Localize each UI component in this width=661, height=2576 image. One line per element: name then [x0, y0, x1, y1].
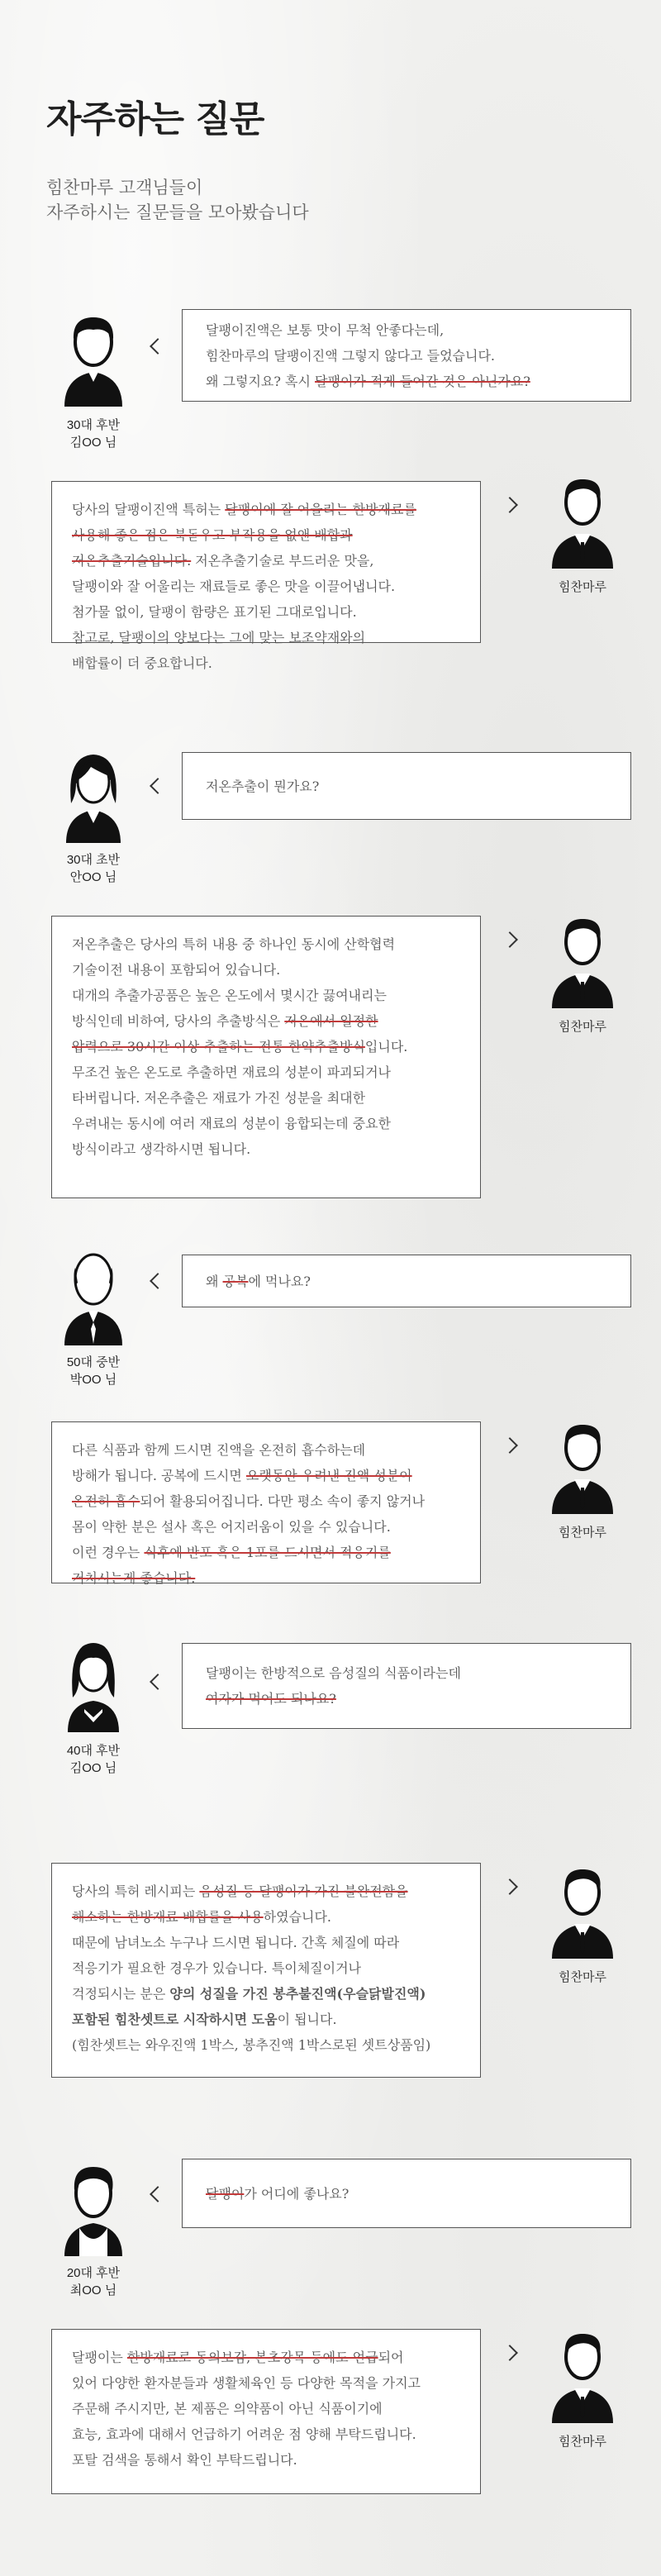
customer-avatar-icon	[48, 307, 139, 407]
answer-line	[72, 1085, 480, 1111]
customer-age: 50대 중반	[66, 1355, 121, 1369]
text-segment: 왜	[206, 1273, 223, 1289]
question-bubble	[182, 2159, 631, 2228]
answer-line	[72, 983, 480, 1008]
answer-line	[72, 1463, 480, 1488]
highlighted-text: 달팽이가 적게 들어간 것은 아닌가요?	[315, 373, 530, 389]
answer-line	[72, 1930, 480, 1955]
text-segment: 참고로, 달팽이의 양보다는 그에 맞는 보조약재와의	[72, 630, 366, 645]
customer-age: 20대 후반	[66, 2266, 121, 2280]
text-segment: 당사의 달팽이진액 특허는	[72, 502, 226, 517]
customer-name-label	[48, 1354, 139, 1388]
text-segment: 적응기가 필요한 경우가 있습니다. 특이체질이거나	[72, 1960, 362, 1976]
answer-line	[72, 2345, 480, 2370]
text-segment: 달팽이는	[72, 2350, 127, 2365]
staff-name-label	[537, 1018, 628, 1036]
text-segment: 저온추출기술로 부드러운 맛을,	[191, 553, 374, 569]
question-line	[206, 1269, 607, 1294]
answer-bubble	[51, 916, 481, 1198]
highlighted-text: 한방재료로 동의보감, 본초강목 등에도 언급	[126, 2350, 378, 2365]
text-segment: (힘찬셋트는 와우진액 1박스, 봉추진액 1박스로된 셋트상품임)	[72, 2037, 431, 2053]
customer-age: 30대 후반	[66, 418, 121, 432]
text-segment: 효능, 효과에 대해서 언급하기 어려운 점 양해 부탁드립니다.	[72, 2426, 416, 2442]
text-segment: 걱정되시는 분은	[72, 1986, 170, 2002]
text-segment: 양의 성질을 가진 봉추불진액(우슬닭발진액)	[169, 1986, 426, 2002]
question-line	[206, 1686, 607, 1712]
answer-line	[72, 1955, 480, 1981]
text-segment: 다른 식품과 함께 드시면 진액을 온전히 흡수하는데	[72, 1442, 366, 1458]
question-line	[206, 317, 607, 343]
staff-name: 힘찬마루	[559, 1526, 606, 1540]
answer-line	[72, 1111, 480, 1136]
answer-line	[72, 522, 480, 548]
answer-line	[72, 497, 480, 522]
answer-line	[72, 2370, 480, 2396]
question-line	[206, 774, 607, 799]
text-segment: 몸이 약한 분은 설사 혹은 어지러움이 있을 수 있습니다.	[72, 1519, 391, 1535]
highlighted-text: 온전히 흡수	[72, 1493, 140, 1509]
answer-line	[72, 548, 480, 574]
text-segment: 왜 그렇지요? 혹시	[206, 373, 316, 389]
answer-bubble	[51, 1421, 481, 1586]
question-line	[206, 369, 607, 394]
highlighted-text: 사용해 좋은 점은 북돋우고 부작용을 없앤 배합과	[72, 527, 353, 543]
answer-line	[72, 1008, 480, 1034]
text-segment: 달팽이와 잘 어울리는 재료들로 좋은 맛을 이끌어냅니다.	[72, 579, 396, 594]
customer-name-label	[48, 2264, 139, 2299]
question-line	[206, 1660, 607, 1686]
answer-line	[72, 1904, 480, 1930]
text-segment: 때문에 남녀노소 누구나 드시면 됩니다. 간혹 체질에 따라	[72, 1935, 400, 1950]
text-segment: 배합률이 더 중요합니다.	[72, 655, 212, 671]
staff-avatar-icon	[537, 1415, 628, 1514]
staff-name: 힘찬마루	[559, 580, 606, 594]
answer-line	[72, 2396, 480, 2421]
staff-name: 힘찬마루	[559, 1020, 606, 1034]
answer-bubble	[51, 481, 481, 671]
answer-line	[72, 931, 480, 957]
question-line	[206, 343, 607, 369]
staff-name-label	[537, 1969, 628, 1986]
question-line	[206, 2181, 607, 2207]
highlighted-text: 압력으로 30시간 이상 추출하는 전통 한약추출방식	[72, 1039, 365, 1055]
text-segment: 대개의 추출가공품은 높은 온도에서 몇시간 끓여내리는	[72, 988, 387, 1003]
highlighted-text: 오랫동안 우려낸 진액 성분이	[245, 1468, 412, 1483]
text-segment: 입니다.	[364, 1039, 408, 1055]
customer-age: 30대 초반	[66, 853, 121, 867]
staff-name-label	[537, 579, 628, 596]
text-segment: 되어	[378, 2350, 404, 2365]
answer-line	[72, 2007, 480, 2032]
answer-line	[72, 1059, 480, 1085]
answer-line	[72, 1981, 480, 2007]
staff-name: 힘찬마루	[559, 1970, 606, 1984]
answer-line	[72, 2421, 480, 2447]
staff-avatar-icon	[537, 2324, 628, 2423]
text-segment: 당사의 특허 레시피는	[72, 1883, 200, 1899]
answer-line	[72, 574, 480, 599]
text-segment: 방식이라고 생각하시면 됩니다.	[72, 1141, 251, 1157]
text-segment: 있어 다양한 환자분들과 생활체육인 등 다양한 목적을 가지고	[72, 2375, 421, 2391]
staff-name-label	[537, 1524, 628, 1541]
highlighted-text: 거치시는게 좋습니다.	[72, 1570, 196, 1586]
text-segment: 되어 활용되어집니다. 다만 평소 속이 좋지 않거나	[140, 1493, 426, 1509]
text-segment: 주문해 주시지만, 본 제품은 의약품이 아닌 식품이기에	[72, 2401, 383, 2416]
text-segment: 이 됩니다.	[277, 2012, 337, 2027]
highlighted-text: 공복	[222, 1273, 249, 1289]
text-segment: 하였습니다.	[263, 1909, 332, 1925]
answer-line	[72, 1488, 480, 1514]
answer-line	[72, 625, 480, 650]
customer-avatar-icon	[48, 1246, 139, 1345]
staff-avatar-icon	[537, 1859, 628, 1959]
answer-line	[72, 1540, 480, 1565]
text-segment: 포탈 검색을 통해서 확인 부탁드립니다.	[72, 2452, 297, 2468]
answer-line	[72, 1034, 480, 1059]
highlighted-text: 해소하는 한방재료 배합률을 사용	[72, 1909, 264, 1925]
customer-name: 안OO 님	[69, 870, 117, 884]
question-bubble	[182, 1255, 631, 1307]
answer-line	[72, 1136, 480, 1162]
text-segment: 저온추출은 당사의 특허 내용 중 하나인 동시에 산학협력	[72, 936, 396, 952]
text-segment: 첨가물 없이, 달팽이 함량은 표기된 그대로입니다.	[72, 604, 357, 620]
customer-name: 최OO 님	[69, 2283, 117, 2297]
text-segment: 타버립니다. 저온추출은 재료가 가진 성분을 최대한	[72, 1090, 366, 1106]
customer-name-label	[48, 1742, 139, 1777]
page-subtitle	[46, 175, 309, 225]
text-segment: 방식인데 비하여, 당사의 추출방식은	[72, 1013, 285, 1029]
text-segment: 무조건 높은 온도로 추출하면 재료의 성분이 파괴되거나	[72, 1064, 392, 1080]
staff-avatar-icon	[537, 469, 628, 569]
answer-line	[72, 1878, 480, 1904]
answer-line	[72, 957, 480, 983]
answer-line	[72, 1565, 480, 1591]
answer-line	[72, 599, 480, 625]
staff-avatar-icon	[537, 909, 628, 1008]
subtitle-line: 자주하시는 질문들을 모아봤습니다	[46, 202, 309, 222]
highlighted-text: 저온추출기술입니다.	[72, 553, 192, 569]
text-segment: 포함된 힘찬셋트로 시작하시면 도움	[72, 2012, 278, 2027]
text-segment: 이런 경우는	[72, 1545, 145, 1560]
text-segment: 우려내는 동시에 여러 재료의 성분이 융합되는데 중요한	[72, 1116, 392, 1131]
customer-age: 40대 후반	[66, 1744, 121, 1758]
customer-name: 김OO 님	[69, 1761, 117, 1775]
text-segment: 방해가 됩니다. 공복에 드시면	[72, 1468, 246, 1483]
highlighted-text: 식후에 반포 혹은 1포를 드시면서 적응기를	[144, 1545, 391, 1560]
text-segment: 달팽이는 한방적으로 음성질의 식품이라는데	[206, 1665, 461, 1681]
highlighted-text: 여자가 먹어도 되나요?	[206, 1691, 336, 1707]
highlighted-text: 음성질 등 달팽이가 가진 불완전함을	[199, 1883, 408, 1899]
question-bubble	[182, 752, 631, 820]
customer-name-label	[48, 851, 139, 886]
text-segment: 저온추출이 뭔가요?	[206, 778, 320, 794]
answer-line	[72, 1437, 480, 1463]
customer-name-label	[48, 417, 139, 451]
subtitle-line: 힘찬마루 고객님들이	[46, 178, 203, 198]
text-segment: 달팽이진액은 보통 맛이 무척 안좋다는데,	[206, 321, 445, 338]
staff-name: 힘찬마루	[559, 2435, 606, 2449]
answer-line	[72, 2032, 480, 2058]
customer-avatar-icon	[48, 744, 139, 843]
text-segment: 힘찬마루의 달팽이진액 그렇지 않다고 들었습니다.	[206, 347, 496, 364]
highlighted-text: 달팽이에 잘 어울리는 한방재료를	[225, 502, 416, 517]
staff-name-label	[537, 2433, 628, 2450]
customer-avatar-icon	[48, 1633, 139, 1732]
question-bubble	[182, 1643, 631, 1729]
question-bubble	[182, 309, 631, 402]
text-segment: 에 먹나요?	[248, 1273, 311, 1289]
answer-line	[72, 650, 480, 676]
answer-line	[72, 1514, 480, 1540]
customer-avatar-icon	[48, 2157, 139, 2256]
highlighted-text: 저온에서 일정한	[284, 1013, 378, 1029]
highlighted-text: 달팽이	[206, 2185, 245, 2202]
page-title: 자주하는 질문	[46, 98, 264, 140]
customer-name: 박OO 님	[69, 1373, 117, 1387]
answer-line	[72, 2447, 480, 2473]
answer-bubble	[51, 2329, 481, 2494]
customer-name: 김OO 님	[69, 436, 117, 450]
text-segment: 가 어디에 좋나요?	[244, 2185, 350, 2202]
text-segment: 기술이전 내용이 포함되어 있습니다.	[72, 962, 281, 978]
answer-bubble	[51, 1863, 481, 2078]
